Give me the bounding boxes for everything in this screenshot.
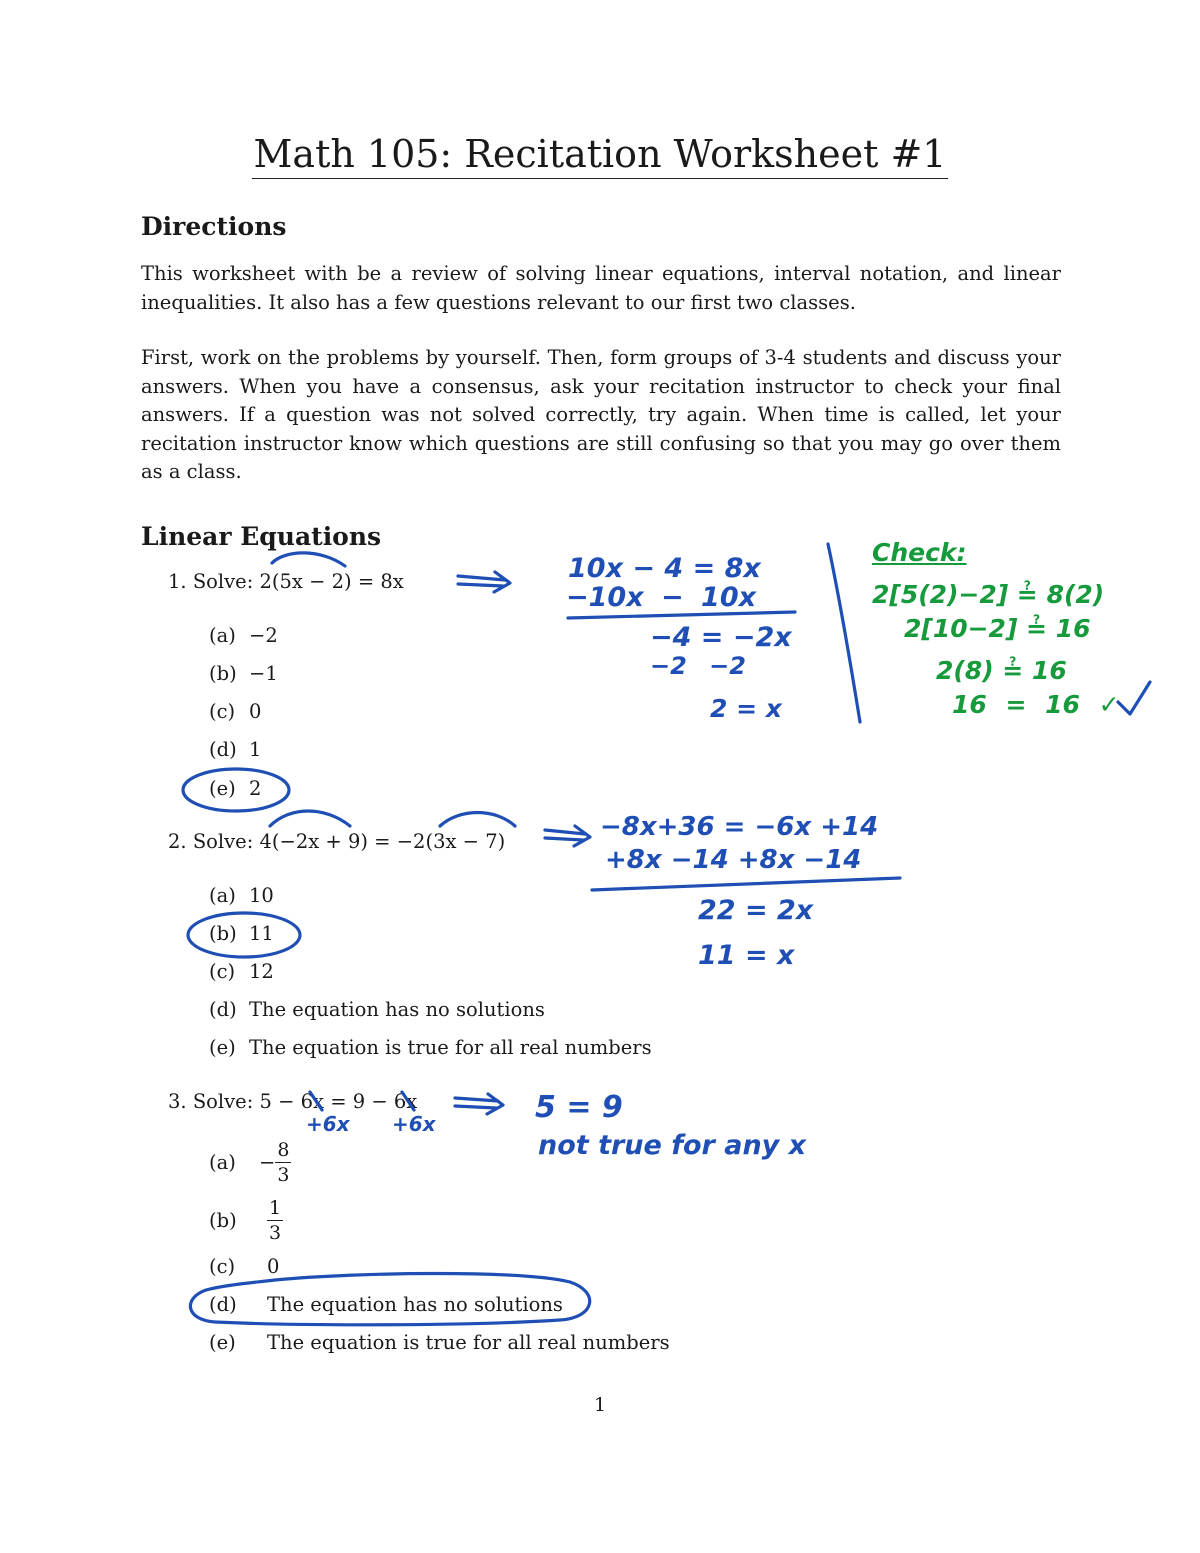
option-label: (e) (209, 1036, 236, 1059)
option-text: The equation is true for all real numbers (267, 1331, 670, 1354)
option-label: (e) (209, 777, 236, 800)
option-label: (c) (209, 700, 236, 723)
option-text: The equation is true for all real numbers (249, 1036, 652, 1059)
distribute-arc (272, 553, 345, 566)
option-label: (a) (209, 884, 236, 907)
directions-heading: Directions (141, 212, 287, 241)
hw-q2-line-2: +8x −14 +8x −14 (605, 845, 862, 875)
hw-q2-line-4: 11 = x (698, 940, 795, 971)
option-label: (b) (209, 1209, 237, 1232)
hw-check-line-4: 16 = 16 ✓ (952, 690, 1120, 719)
numerator: 8 (277, 1139, 290, 1161)
hw-check-line-2: 2[10−2] ≟ 16 (904, 614, 1091, 643)
page-number: 1 (593, 1394, 607, 1416)
implies-arrow (545, 826, 590, 846)
option-label: (a) (209, 1151, 236, 1174)
option-label: (d) (209, 738, 237, 761)
option-label: (b) (209, 662, 237, 685)
cross-out (402, 1092, 414, 1110)
question-prompt: Solve: 2(5x − 2) = 8x (192, 570, 404, 593)
hw-q1-line-5: 2 = x (710, 694, 782, 723)
fraction-sign: − (259, 1151, 276, 1174)
option-text: 10 (249, 884, 274, 907)
option-label: (e) (209, 1331, 236, 1354)
option-label: (d) (209, 998, 237, 1021)
hw-q3-add-right: +6x (392, 1112, 436, 1136)
option-text: −2 (249, 624, 278, 647)
option-label: (a) (209, 624, 236, 647)
option-text: 11 (249, 922, 274, 945)
option-text: 2 (249, 777, 262, 800)
title-text: Math 105: Recitation Worksheet #1 (252, 132, 949, 179)
divider-line (828, 544, 860, 722)
hw-check-heading: Check: (872, 538, 967, 567)
answer-circle-1e (183, 769, 289, 811)
option-text: 1 (249, 738, 262, 761)
option-label: (d) (209, 1293, 237, 1316)
option-text: The equation has no solutions (249, 998, 545, 1021)
directions-paragraph-2: First, work on the problems by yourself. Then, form groups of 3-4 students and discuss your answers. When you have a consensus, ask your recitation instructor to check your final answers. If a question was not solved correctly, try again. When time is called, let your recitation instructor know which questions are still confusing so that you may go over them as a class. (141, 346, 1061, 484)
hw-q1-line-1: 10x − 4 = 8x (568, 553, 761, 584)
distribute-arc (440, 813, 515, 827)
work-underline (592, 878, 900, 890)
cross-out (310, 1092, 322, 1110)
answer-circle-3d (190, 1274, 589, 1325)
denominator: 3 (269, 1222, 282, 1244)
option-text: −1 (249, 662, 278, 685)
check-mark (1118, 682, 1150, 714)
implies-arrow (455, 1094, 503, 1114)
section-heading: Linear Equations (141, 522, 382, 551)
directions-paragraph-1: This worksheet with be a review of solving linear equations, interval notation, and linear inequalities. It also has a few questions relevant to our first two classes. (141, 262, 1061, 314)
question-prompt: Solve: 5 − 6x = 9 − 6x (192, 1090, 418, 1113)
option-text: The equation has no solutions (267, 1293, 563, 1316)
hw-q1-line-4: −2 −2 (650, 652, 746, 680)
hw-q3-line-1: 5 = 9 (535, 1090, 623, 1125)
question-number: 1. (168, 570, 187, 593)
hw-q2-line-3: 22 = 2x (698, 895, 814, 926)
hw-q1-line-3: −4 = −2x (650, 622, 792, 653)
numerator: 1 (269, 1197, 282, 1219)
question-prompt: Solve: 4(−2x + 9) = −2(3x − 7) (192, 830, 506, 853)
hw-q3-line-2: not true for any x (538, 1130, 807, 1161)
distribute-arc (270, 811, 350, 826)
option-label: (c) (209, 960, 236, 983)
option-label: (b) (209, 922, 237, 945)
hw-q1-line-2: −10x − 10x (566, 582, 757, 613)
option-label: (c) (209, 1255, 236, 1278)
denominator: 3 (277, 1164, 290, 1186)
hw-check-line-3: 2(8) ≟ 16 (936, 656, 1067, 685)
option-text: 12 (249, 960, 274, 983)
question-number: 3. (168, 1090, 187, 1113)
implies-arrow (458, 572, 510, 592)
option-text: 0 (267, 1255, 280, 1278)
hw-q2-line-1: −8x+36 = −6x +14 (600, 812, 879, 842)
hw-q3-add-left: +6x (306, 1112, 350, 1136)
hw-check-line-1: 2[5(2)−2] ≟ 8(2) (872, 580, 1105, 609)
answer-circle-2b (188, 913, 300, 957)
option-text: 0 (249, 700, 262, 723)
question-number: 2. (168, 830, 187, 853)
